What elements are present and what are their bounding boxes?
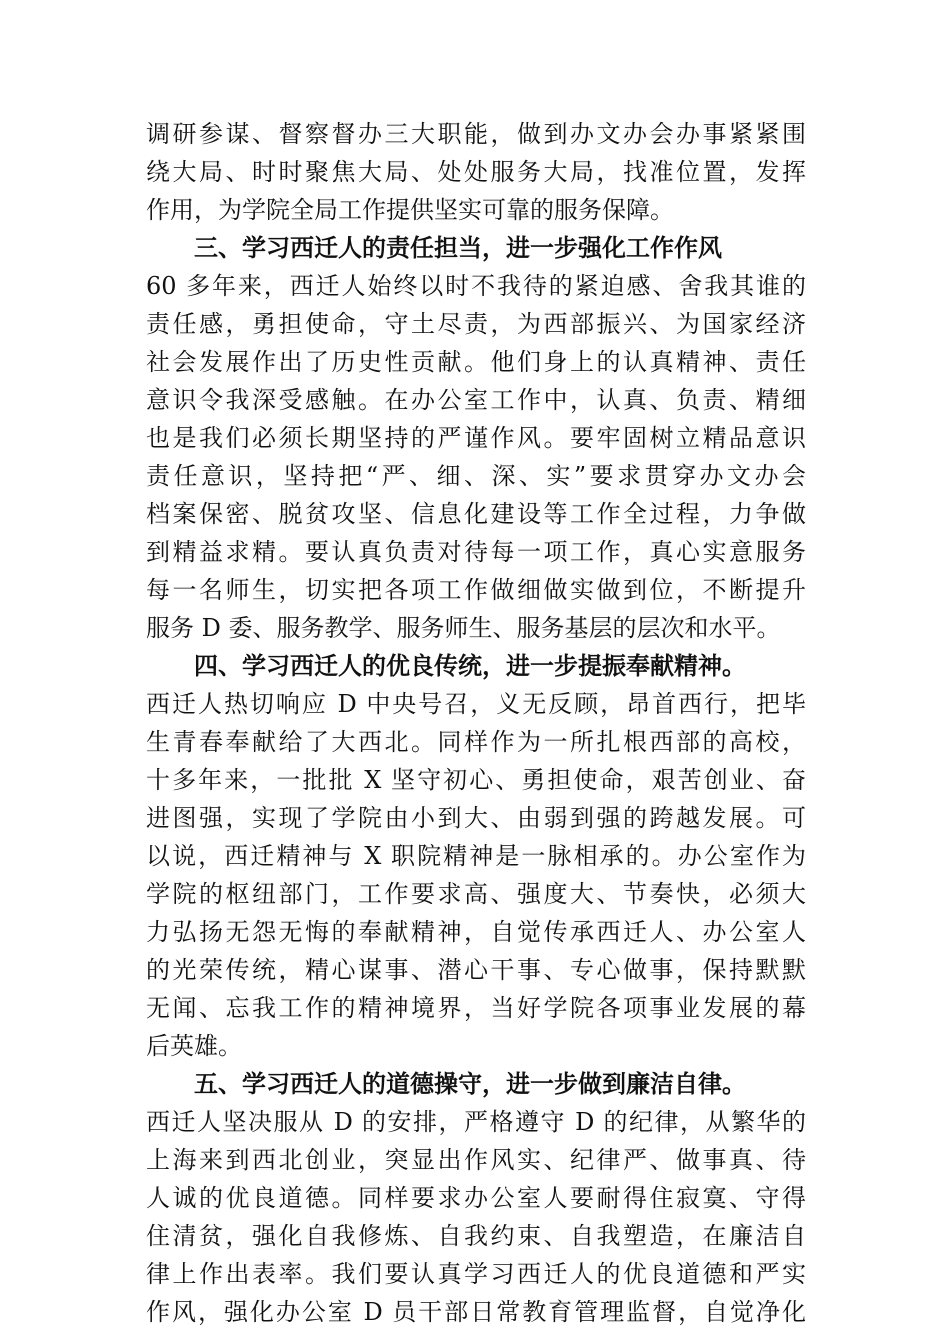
body-line: 无闻、忘我工作的精神境界，当好学院各项事业发展的幕 (146, 994, 806, 1022)
section-heading-5: 五、学习西迁人的道德操守，进一步做到廉洁自律。 (194, 1070, 746, 1098)
body-line: 住清贫，强化自我修炼、自我约束、自我塑造，在廉洁自 (146, 1222, 806, 1250)
body-line: 作风，强化办公室 D 员干部日常教育管理监督，自觉净化 (146, 1298, 806, 1326)
section-heading-3: 三、学习西迁人的责任担当，进一步强化工作作风 (194, 234, 722, 262)
body-line: 责任感，勇担使命，守土尽责，为西部振兴、为国家经济 (146, 310, 806, 338)
body-line: 的光荣传统，精心谋事、潜心干事、专心做事，保持默默 (146, 956, 806, 984)
body-line: 档案保密、脱贫攻坚、信息化建设等工作全过程，力争做 (146, 500, 806, 528)
body-line: 力弘扬无怨无悔的奉献精神，自觉传承西迁人、办公室人 (146, 918, 806, 946)
body-line: 意识令我深受感触。在办公室工作中，认真、负责、精细 (146, 386, 806, 414)
body-line: 十多年来，一批批 X 坚守初心、勇担使命，艰苦创业、奋 (146, 766, 806, 794)
body-line: 也是我们必须长期坚持的严谨作风。要牢固树立精品意识 (146, 424, 806, 452)
body-line: 调研参谋、督察督办三大职能，做到办文办会办事紧紧围 (146, 120, 806, 148)
body-line: 作用，为学院全局工作提供坚实可靠的服务保障。 (146, 196, 674, 224)
body-line: 每一名师生，切实把各项工作做细做实做到位，不断提升 (146, 576, 806, 604)
body-line: 服务 D 委、服务教学、服务师生、服务基层的层次和水平。 (146, 614, 781, 642)
body-line: 西迁人热切响应 D 中央号召，义无反顾，昂首西行，把毕 (146, 690, 806, 718)
body-line: 社会发展作出了历史性贡献。他们身上的认真精神、责任 (146, 348, 806, 376)
document-body (146, 115, 806, 1331)
body-line: 西迁人坚决服从 D 的安排，严格遵守 D 的纪律，从繁华的 (146, 1108, 806, 1136)
body-line: 律上作出表率。我们要认真学习西迁人的优良道德和严实 (146, 1260, 806, 1288)
body-line: 后英雄。 (146, 1032, 242, 1060)
body-line: 学院的枢纽部门，工作要求高、强度大、节奏快，必须大 (146, 880, 806, 908)
body-line: 责任意识，坚持把“严、细、深、实”要求贯穿办文办会 (146, 462, 806, 490)
body-line: 到精益求精。要认真负责对待每一项工作，真心实意服务 (146, 538, 806, 566)
section-heading-4: 四、学习西迁人的优良传统，进一步提振奉献精神。 (194, 652, 746, 680)
body-line: 上海来到西北创业，突显出作风实、纪律严、做事真、待 (146, 1146, 806, 1174)
body-line: 人诚的优良道德。同样要求办公室人要耐得住寂寞、守得 (146, 1184, 806, 1212)
body-line: 绕大局、时时聚焦大局、处处服务大局，找准位置，发挥 (146, 158, 806, 186)
body-line: 生青春奉献给了大西北。同样作为一所扎根西部的高校， (146, 728, 806, 756)
body-line: 60 多年来，西迁人始终以时不我待的紧迫感、舍我其谁的 (146, 272, 806, 300)
body-line: 进图强，实现了学院由小到大、由弱到强的跨越发展。可 (146, 804, 806, 832)
body-line: 以说，西迁精神与 X 职院精神是一脉相承的。办公室作为 (146, 842, 806, 870)
